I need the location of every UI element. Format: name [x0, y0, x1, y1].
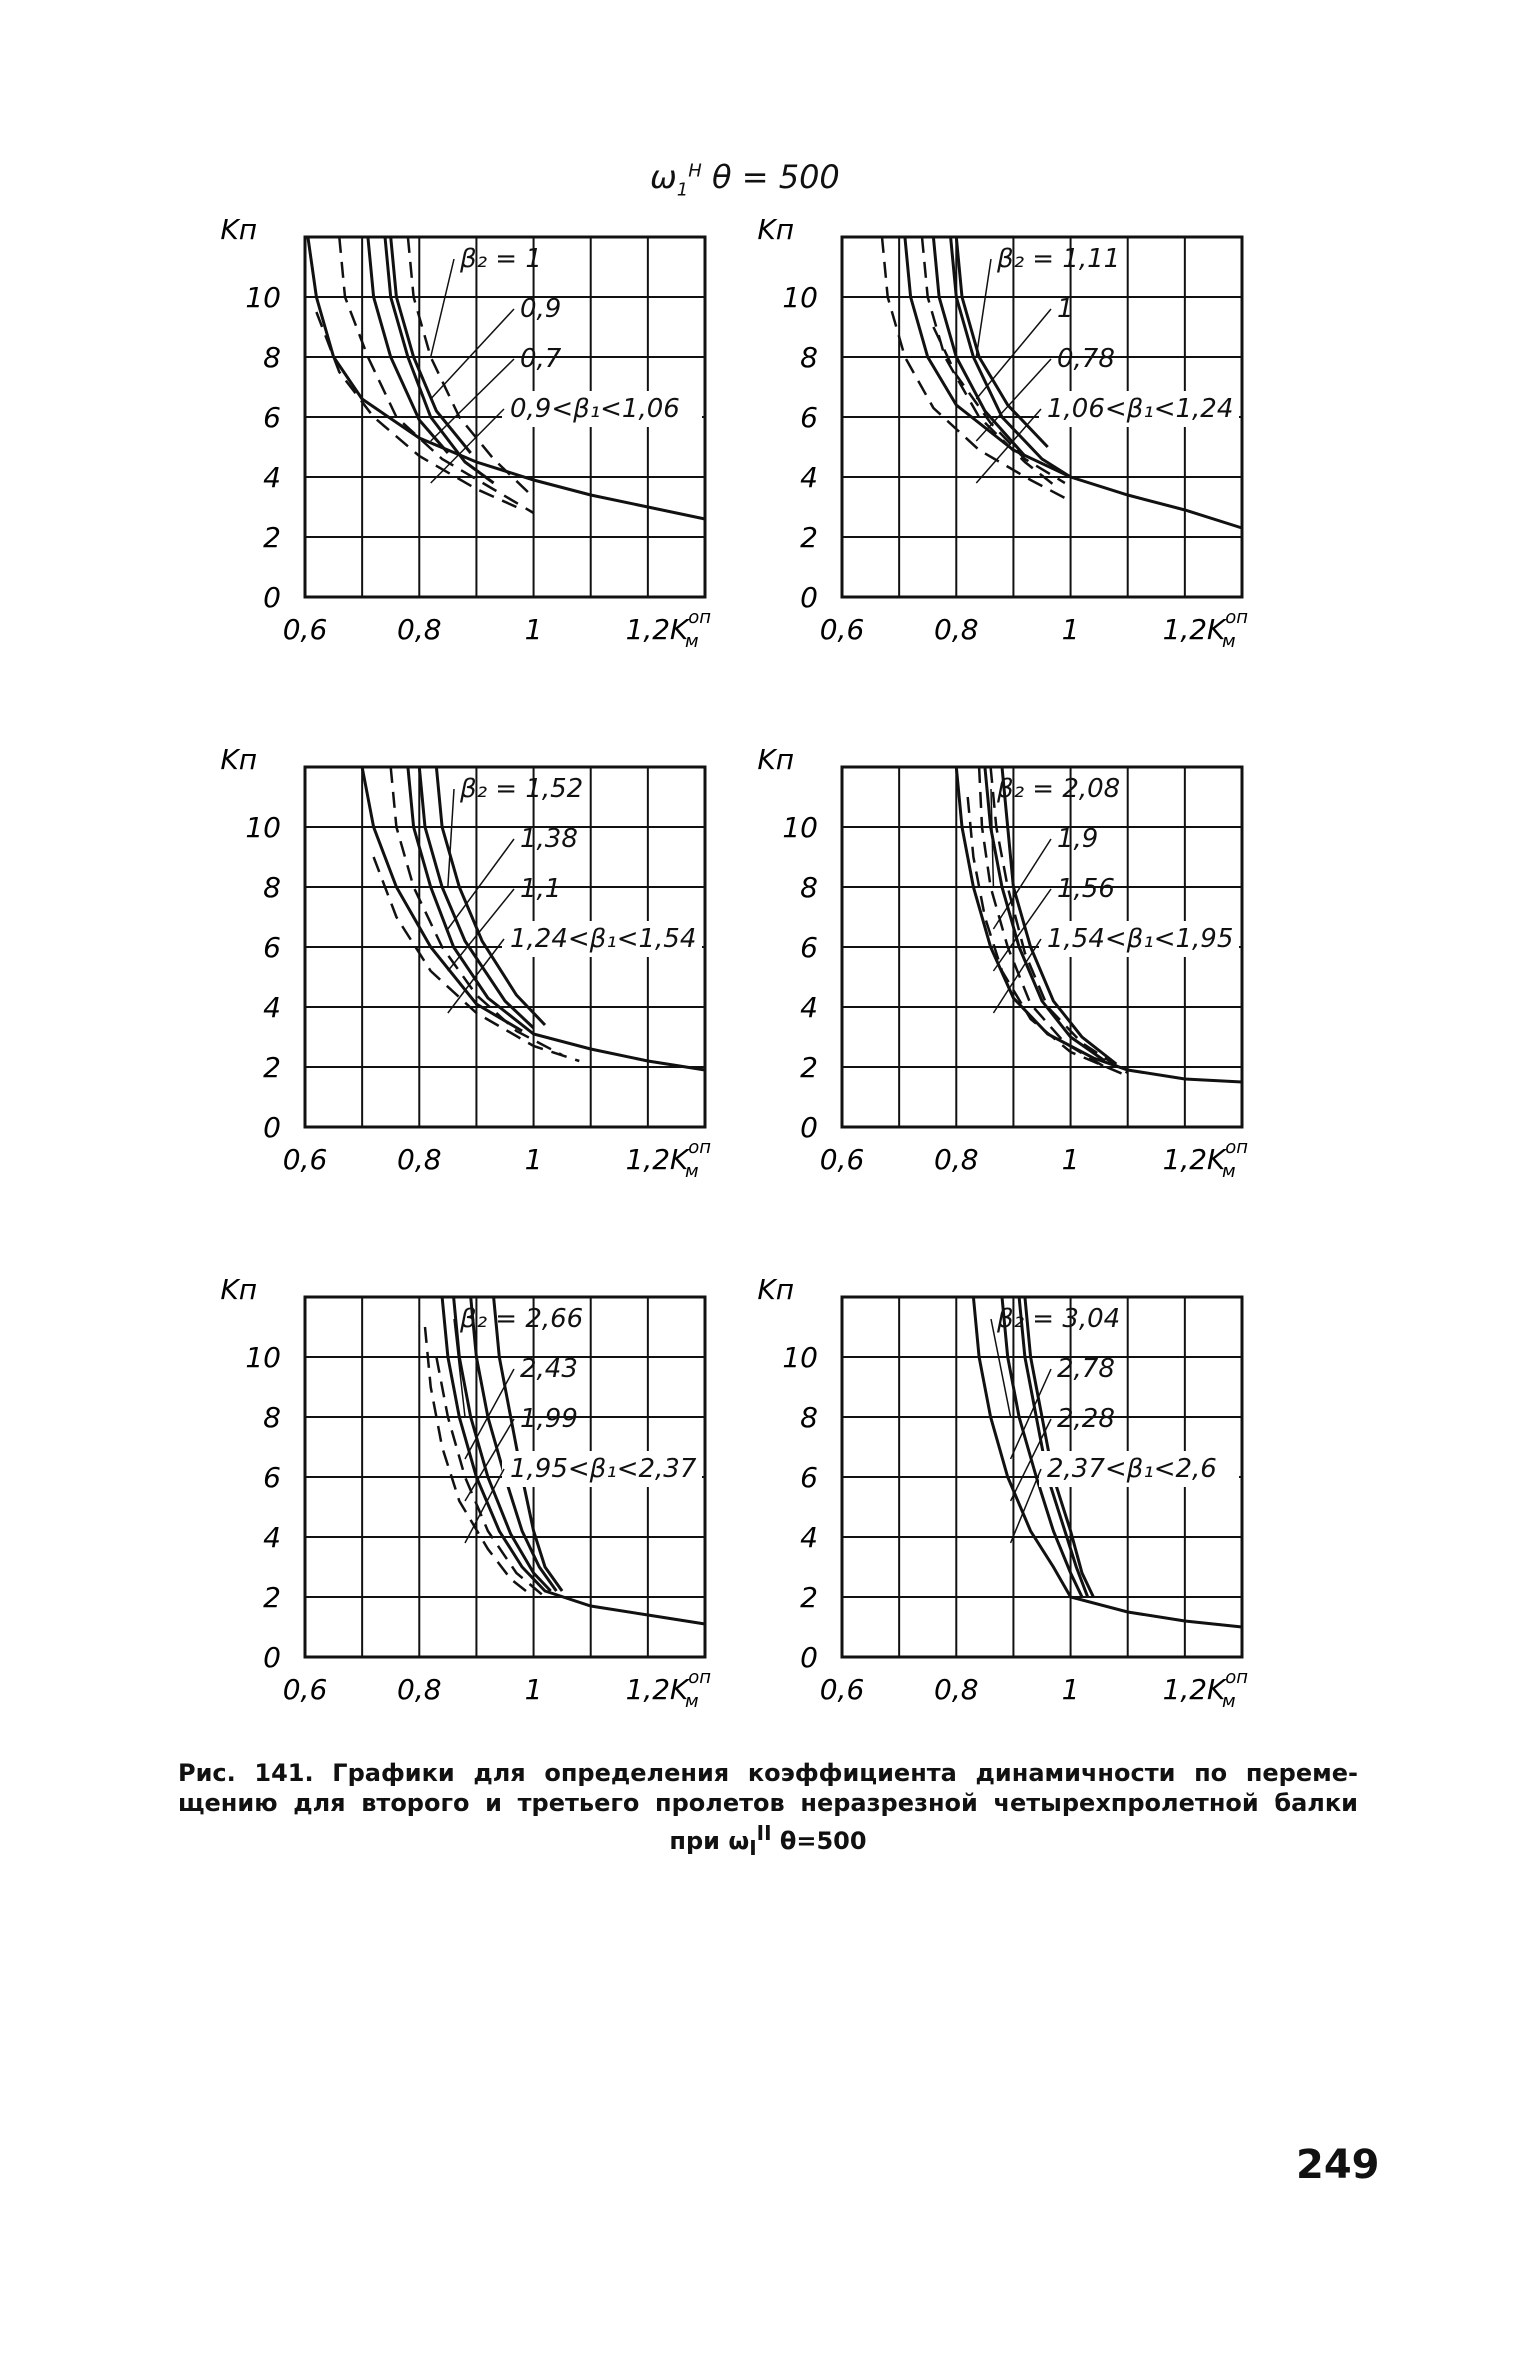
x-tick-label: 1 — [524, 1143, 543, 1176]
x-axis-label — [1207, 1667, 1248, 1712]
y-tick-label: 8 — [800, 341, 818, 374]
caption-line-3-rest: θ=500 — [771, 1827, 867, 1855]
x-axis-label-main: K — [1206, 1143, 1226, 1176]
curve-label-1: β₂ = 1 — [460, 244, 542, 274]
y-axis-label: Kп — [757, 1273, 794, 1306]
x-axis-label-sub: м — [685, 1161, 699, 1182]
caption-line-3 — [178, 1818, 1358, 1863]
curve-label-4: 2,37<β₁<2,6 — [1047, 1454, 1217, 1484]
curve-label-1: β₂ = 1,11 — [997, 244, 1121, 274]
x-tick-label: 1 — [1061, 1673, 1080, 1706]
chart-panel-4 — [757, 743, 1312, 1182]
x-axis-label — [670, 607, 711, 652]
y-tick-label: 0 — [263, 1111, 281, 1144]
chart-panel-1 — [220, 213, 775, 652]
x-axis-label-main: K — [1206, 613, 1226, 646]
y-tick-label: 0 — [800, 1111, 818, 1144]
y-tick-label: 2 — [800, 521, 818, 554]
curve-label-2: 2,43 — [520, 1354, 578, 1384]
x-tick-label: 1 — [1061, 613, 1080, 646]
page-number: 249 — [1296, 2142, 1380, 2188]
y-tick-label: 6 — [263, 931, 281, 964]
curve-label-2: 2,78 — [1057, 1354, 1115, 1384]
x-axis-label-sub: м — [1222, 1161, 1236, 1182]
y-tick-label: 10 — [245, 281, 281, 314]
y-tick-label: 10 — [782, 811, 818, 844]
curve-label-1: β₂ = 3,04 — [997, 1304, 1121, 1334]
chart-panel-3 — [220, 743, 775, 1182]
x-tick-label: 1 — [1061, 1143, 1080, 1176]
leader-line — [431, 259, 454, 357]
x-tick-label: 0,6 — [282, 1143, 328, 1176]
curve-label-3: 1,99 — [520, 1404, 578, 1434]
y-axis-label: Kп — [220, 213, 257, 246]
y-tick-label: 0 — [263, 581, 281, 614]
curve-label-4: 1,06<β₁<1,24 — [1047, 394, 1234, 424]
chart-svg-1 — [220, 213, 775, 652]
leader-line — [431, 309, 514, 399]
header-sup: H — [688, 160, 702, 182]
y-tick-label: 2 — [263, 521, 281, 554]
y-tick-label: 6 — [263, 401, 281, 434]
x-tick-label: 1,2 — [1162, 613, 1208, 646]
curve-label-2: 1 — [1057, 294, 1074, 324]
y-tick-label: 8 — [263, 871, 281, 904]
y-tick-label: 0 — [800, 581, 818, 614]
x-tick-label: 1 — [524, 1673, 543, 1706]
x-axis-label-main: K — [669, 1673, 689, 1706]
chart-svg-4 — [757, 743, 1312, 1182]
series-line-7 — [408, 237, 528, 492]
caption-line-1: Рис. 141. Графики для определения коэффициента динамичности по переме- — [178, 1759, 1358, 1787]
caption-line-3-text: при ω — [669, 1827, 750, 1855]
y-tick-label: 6 — [800, 931, 818, 964]
x-tick-label: 0,8 — [934, 1673, 979, 1706]
y-tick-label: 4 — [800, 1521, 818, 1554]
x-tick-label: 1,2 — [1162, 1673, 1208, 1706]
x-axis-label-sup: оп — [688, 1137, 712, 1158]
leader-line — [976, 259, 991, 357]
curve-label-3: 1,56 — [1057, 874, 1115, 904]
x-tick-label: 0,6 — [819, 1673, 865, 1706]
curve-label-1: β₂ = 1,52 — [460, 774, 584, 804]
x-tick-label: 0,8 — [934, 1143, 979, 1176]
y-tick-label: 2 — [263, 1051, 281, 1084]
y-axis-label: Kп — [757, 743, 794, 776]
header-rest: θ = 500 — [701, 158, 840, 196]
y-tick-label: 2 — [263, 1581, 281, 1614]
x-axis-label — [1207, 1137, 1248, 1182]
y-tick-label: 8 — [800, 1401, 818, 1434]
y-tick-label: 4 — [800, 461, 818, 494]
y-tick-label: 8 — [800, 871, 818, 904]
y-tick-label: 8 — [263, 1401, 281, 1434]
series-line-4 — [494, 1297, 562, 1591]
x-tick-label: 0,6 — [282, 1673, 328, 1706]
leader-line — [465, 1369, 514, 1459]
y-tick-label: 4 — [263, 991, 281, 1024]
x-axis-label — [670, 1667, 711, 1712]
x-axis-label-sub: м — [1222, 631, 1236, 652]
y-tick-label: 10 — [245, 811, 281, 844]
y-axis-label: Kп — [220, 1273, 257, 1306]
curve-label-1: β₂ = 2,66 — [460, 1304, 584, 1334]
series-line-4 — [391, 237, 471, 453]
y-tick-label: 6 — [800, 1461, 818, 1494]
y-tick-label: 4 — [800, 991, 818, 1024]
caption-line-3-sup: II — [756, 1821, 772, 1845]
curve-label-3: 0,7 — [520, 344, 562, 374]
x-axis-label-main: K — [669, 613, 689, 646]
x-tick-label: 0,8 — [397, 1673, 442, 1706]
x-tick-label: 1,2 — [625, 1143, 671, 1176]
x-tick-label: 1,2 — [625, 1673, 671, 1706]
x-tick-label: 0,8 — [397, 1143, 442, 1176]
y-tick-label: 10 — [782, 1341, 818, 1374]
x-tick-label: 1,2 — [625, 613, 671, 646]
x-axis-label-sup: оп — [1225, 607, 1249, 628]
curve-label-3: 1,1 — [520, 874, 562, 904]
x-tick-label: 0,8 — [397, 613, 442, 646]
x-tick-label: 0,6 — [819, 1143, 865, 1176]
x-axis-label — [1207, 607, 1248, 652]
x-axis-label-sup: оп — [1225, 1137, 1249, 1158]
chart-panel-5 — [220, 1273, 775, 1712]
header-omega: ω — [650, 158, 677, 196]
x-tick-label: 0,6 — [819, 613, 865, 646]
figure-header — [650, 158, 840, 200]
leader-line — [431, 359, 514, 441]
figure-caption — [178, 1758, 1358, 1863]
x-axis-label-sub: м — [685, 631, 699, 652]
curve-label-1: β₂ = 2,08 — [997, 774, 1121, 804]
y-tick-label: 6 — [263, 1461, 281, 1494]
x-axis-label-sup: оп — [688, 1667, 712, 1688]
leader-line — [1011, 1469, 1041, 1543]
series-line-6 — [922, 237, 1059, 489]
chart-svg-3 — [220, 743, 775, 1182]
y-tick-label: 6 — [800, 401, 818, 434]
x-axis-label-sub: м — [685, 1691, 699, 1712]
chart-svg-5 — [220, 1273, 775, 1712]
x-tick-label: 1,2 — [1162, 1143, 1208, 1176]
chart-svg-2 — [757, 213, 1312, 652]
x-tick-label: 0,8 — [934, 613, 979, 646]
x-axis-label-sup: оп — [1225, 1667, 1249, 1688]
x-axis-label — [670, 1137, 711, 1182]
curve-label-3: 0,78 — [1057, 344, 1115, 374]
leader-line — [448, 789, 454, 887]
y-tick-label: 2 — [800, 1581, 818, 1614]
y-axis-label: Kп — [757, 213, 794, 246]
y-axis-label: Kп — [220, 743, 257, 776]
curve-label-4: 1,95<β₁<2,37 — [510, 1454, 697, 1484]
curve-label-4: 1,54<β₁<1,95 — [1047, 924, 1234, 954]
curve-label-3: 2,28 — [1057, 1404, 1115, 1434]
chart-svg-6 — [757, 1273, 1312, 1712]
caption-line-2: щению для второго и третьего пролетов неразрезной четырехпролетной балки — [178, 1789, 1358, 1817]
chart-panel-2 — [757, 213, 1312, 652]
series-line-4 — [1025, 1297, 1094, 1597]
chart-panel-6 — [757, 1273, 1312, 1712]
y-tick-label: 4 — [263, 461, 281, 494]
y-tick-label: 10 — [782, 281, 818, 314]
x-axis-label-sup: оп — [688, 607, 712, 628]
x-axis-label-sub: м — [1222, 1691, 1236, 1712]
x-tick-label: 1 — [524, 613, 543, 646]
x-tick-label: 0,6 — [282, 613, 328, 646]
series-line-2 — [368, 237, 448, 453]
y-tick-label: 4 — [263, 1521, 281, 1554]
x-axis-label-main: K — [669, 1143, 689, 1176]
y-tick-label: 0 — [263, 1641, 281, 1674]
series-line-3 — [471, 1297, 557, 1591]
curve-label-4: 1,24<β₁<1,54 — [510, 924, 697, 954]
curve-label-2: 1,9 — [1057, 824, 1099, 854]
curve-label-2: 0,9 — [520, 294, 562, 324]
header-sub: 1 — [676, 179, 689, 201]
curve-label-4: 0,9<β₁<1,06 — [510, 394, 680, 424]
y-tick-label: 8 — [263, 341, 281, 374]
curve-label-2: 1,38 — [520, 824, 578, 854]
y-tick-label: 0 — [800, 1641, 818, 1674]
caption-line-3-sub: I — [749, 1835, 757, 1860]
series-line-4 — [979, 767, 1105, 1067]
y-tick-label: 2 — [800, 1051, 818, 1084]
x-axis-label-main: K — [1206, 1673, 1226, 1706]
y-tick-label: 10 — [245, 1341, 281, 1374]
